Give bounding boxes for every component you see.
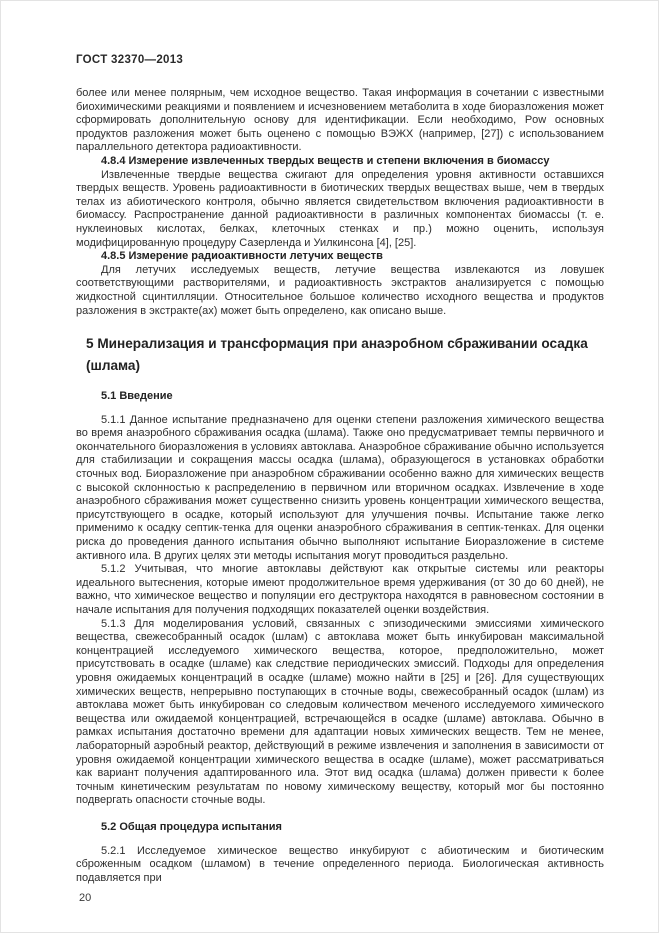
heading-5-2: 5.2 Общая процедура испытания	[101, 820, 282, 833]
paragraph-4-8-5: Для летучих исследуемых веществ, летучие вещества извлекаются из ловушек соответствующими растворителями, и радиоактивность экстрактов анализируется с помощью жидкостной сцинтилляции. Относительное большое количество исходного вещества и продуктов разложения в экстракте(ах) может быть определено, как описано выше.	[76, 263, 604, 317]
heading-4-8-4: 4.8.4 Измерение извлеченных твердых веществ и степени включения в биомассу	[101, 154, 550, 167]
paragraph-5-2-1: 5.2.1 Исследуемое химическое вещество инкубируют с абиотическим и биотическим сброженным осадком (шламом) в течение определенного периода. Биологическая активность подавляется при	[76, 844, 604, 884]
heading-4-8-5: 4.8.5 Измерение радиоактивности летучих веществ	[101, 250, 383, 263]
paragraph-4-8-4: Извлеченные твердые вещества сжигают для определения уровня активности оставшихся твердых веществ. Уровень радиоактивности в биотических твердых веществах выше, чем в твердых телах из абиотического контроля, обычно является свидетельством включения радиоактивности в биомассу. Распространение данной радиоактивности в различных компонентах биомассы (т. е. нуклеиновых кислотах, белках, клеточных стенках и пр.) можно оценить, используя модифицированную процедуру Сазерленда и Уилкинсона [4], [25].	[76, 168, 604, 249]
heading-5-1: 5.1 Введение	[101, 390, 173, 403]
doc-standard-number: ГОСТ 32370—2013	[76, 54, 184, 66]
paragraph-continuation: более или менее полярным, чем исходное вещество. Такая информация в сочетании с известными биохимическими реакциями и появлением и исчезновением метаболита в ходе биоразложения может сформировать дополнительную основу для идентификации. Если необходимо, Pow основных продуктов разложения может быть оценено с помощью ВЭЖХ (например, [27]) с использованием параллельного детектора радиоактивности.	[76, 87, 604, 154]
paragraph-5-1-1: 5.1.1 Данное испытание предназначено для оценки степени разложения химического вещества во время анаэробного сбраживания осадка (шлама). Также оно предусматривает темпы первичного и окончательного биоразложения в условиях автоклава. Анаэробное сбраживание обычно используется для стабилизации и сокращения массы осадка (шлама), образующегося в установках обработки сточных вод. Биоразложение при анаэробном сбраживании особенно важно для химических веществ с высокой склонностью к распределению в первичном или вторичном осадках. Извлечение в ходе анаэробного сбраживания может существенно снизить уровень концентрации химического вещества, присутствующего в осадке, который используют для улучшения почвы. Испытание также легко применимо к осадку септик-тенка для оценки анаэробного сбраживания в септик-тенках. Для оценки риска до проведения данного испытания обычно выполняют испытание Биоразложение в системе активного ила. В других целях эти методы испытания могут проводиться раздельно.	[76, 413, 604, 562]
section-5-heading: 5 Минерализация и трансформация при анаэробном сбраживании осадка (шлама)	[86, 336, 588, 374]
page-number: 20	[79, 892, 92, 905]
paragraph-5-1-2: 5.1.2 Учитывая, что многие автоклавы действуют как открытые системы или реакторы идеального вытеснения, которые имеют продолжительное время удерживания (от 30 до 60 дней), не важно, что химическое вещество и популяции его деструктора находятся в равновесном состоянии в начале испытания для получения подходящих показателей оценки воздействия.	[76, 563, 604, 616]
document-body	[76, 87, 604, 906]
paragraph-5-1-3: 5.1.3 Для моделирования условий, связанных с эпизодическими эмиссиями химического вещества, свежесобранный осадок (шлам) с автоклава может быть инкубирован максимальной концентрацией исследуемого химического вещества, которое, предположительно, может присутствовать в осадке (шламе) как следствие периодических эмиссий. Подходы для определения уровня ожидаемых концентраций в осадке (шламе) можно найти в [25] и [26]. Для существующих химических веществ, непрерывно поступающих в сточные воды, свежесобранный осадок (шлам) из автоклава может быть инкубирован со следовым количеством меченого исследуемого химического вещества или ожидаемой концентрацией, встречающейся в осадке (шламе) автоклава. Обычно в рамках испытания достаточно времени для адаптации новых химических веществ. Тем не менее, лабораторный аэробный реактор, действующий в режиме извлечения и заполнения в зависимости от уровня ожидаемой концентрации химического вещества в осадке (шламе), может рассматриваться как вариант получения адаптированного ила. Этот вид осадка (шлама) должен привести к более точным кинетическим результатам по новому химическому веществу, который мог бы постоянно подвергать опасности сточные воды.	[76, 617, 604, 807]
